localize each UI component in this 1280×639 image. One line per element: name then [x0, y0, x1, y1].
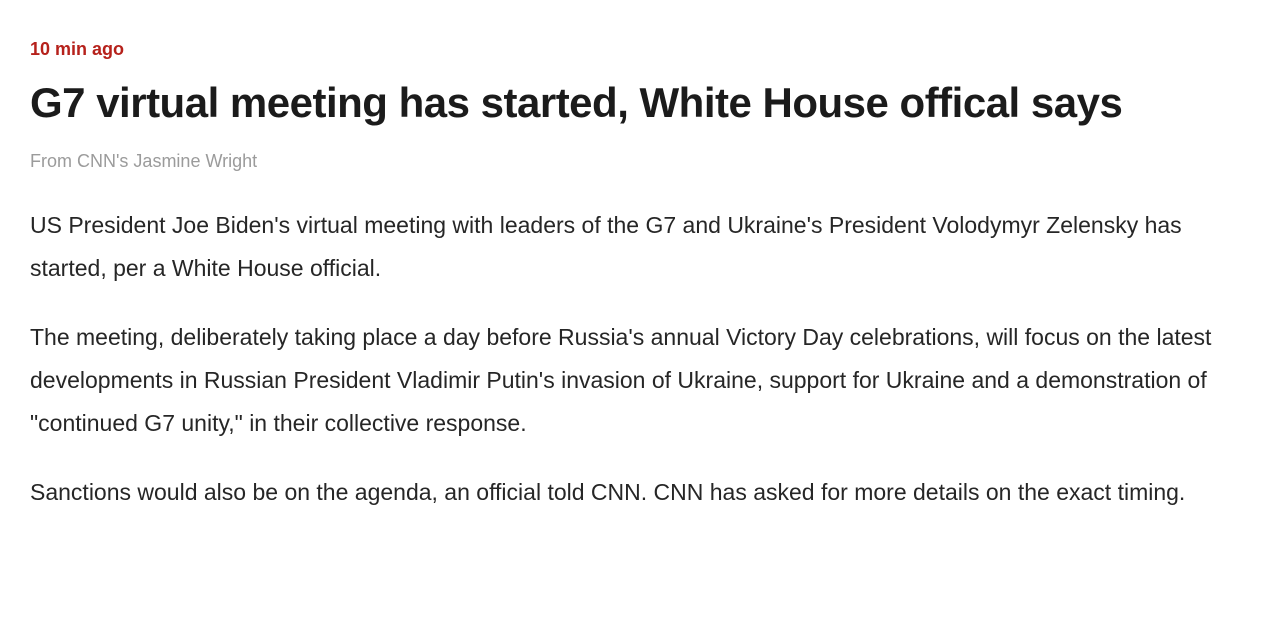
- post-timestamp-link[interactable]: 10 min ago: [30, 39, 125, 59]
- post-headline: G7 virtual meeting has started, White House offical says: [30, 79, 1123, 126]
- post-byline: From CNN's Jasmine Wright: [30, 151, 258, 171]
- post-paragraph: The meeting, deliberately taking place a day before Russia's annual Victory Day celebrations, will focus on the latest developments in Russian President Vladimir Putin's invasion of Ukraine, support for Ukraine and a demonstration of "continued G7 unity," in their collective response.: [30, 324, 1212, 436]
- post-body: [30, 204, 1250, 514]
- post-paragraph: US President Joe Biden's virtual meeting with leaders of the G7 and Ukraine's President Volodymyr Zelensky has started, per a White House official.: [30, 212, 1182, 281]
- post-paragraph: Sanctions would also be on the agenda, an official told CNN. CNN has asked for more details on the exact timing.: [30, 479, 1186, 505]
